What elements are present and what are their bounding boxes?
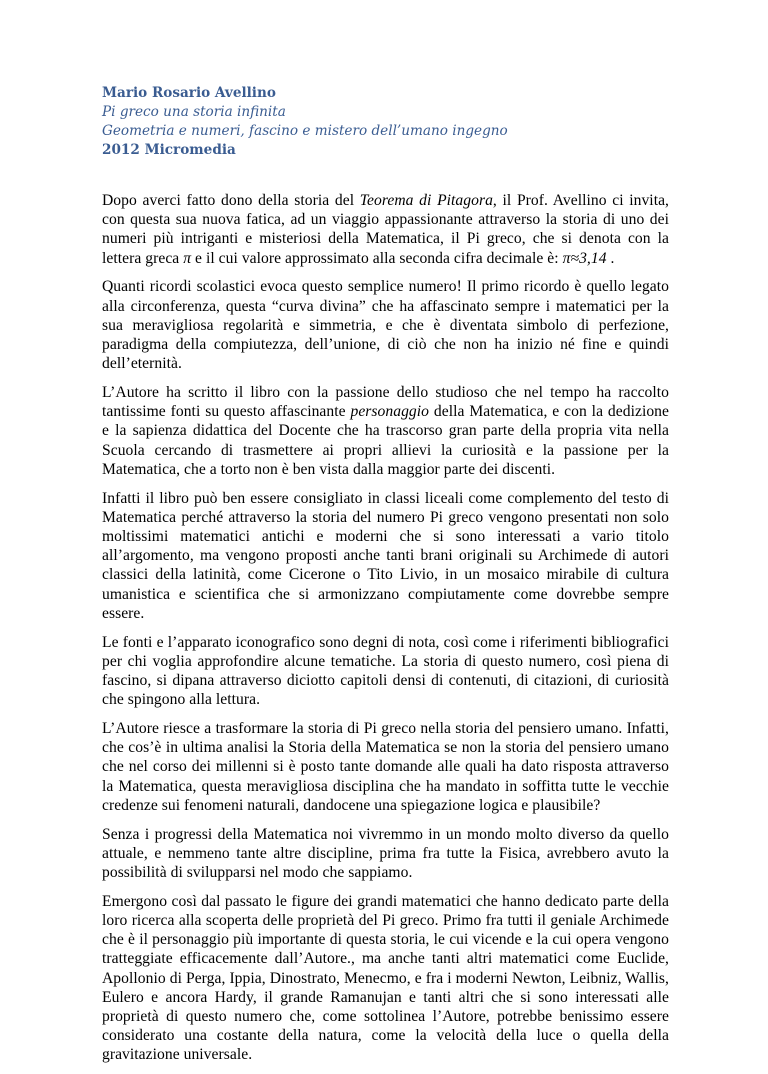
paragraph-2: Quanti ricordi scolastici evoca questo semplice numero! Il primo ricordo è quello legato alla circonferenza, questa “curva divina” che ha affascinato sempre i matematici per la sua meravigliosa regolarità e simmetria, e che è diventata simbolo di perfezione, paradigma della compiutezza, dell’unione, di ciò che non ha inizio né fine e quindi dell’eternità. <box>102 278 669 373</box>
paragraph-1 <box>102 191 669 268</box>
text-span: , il Prof. Avellino ci invita, con questa sua nuova fatica, ad un viaggio appassionante attraverso la storia di uno dei numeri più intriganti e misteriosi della Matematica, il Pi greco, che si denota con la lettera greca <box>102 192 669 267</box>
text-span: della Matematica, e con la dedizione e la sapienza didattica del Docente che ha trascorso gran parte della propria vita nella Scuola cercando di trasmettere ai propri allievi la curiosità e la passione per la Matematica, che a torto non è ben vista dalla maggior parte dei discenti. <box>102 403 669 478</box>
pi-symbol: π <box>183 249 192 267</box>
italic-word: personaggio <box>350 403 430 421</box>
publisher-line: 2012 Micromedia <box>102 142 236 158</box>
paragraph-7: Senza i progressi della Matematica noi vivremmo in un mondo molto diverso da quello attuale, e nemmeno tante altre discipline, prima fra tutte la Fisica, avrebbero avuto la possibilità di svilupparsi nel modo che sappiamo. <box>102 825 669 882</box>
text-span: Dopo averci fatto dono della storia del <box>102 192 360 209</box>
paragraph-8: Emergono così dal passato le figure dei grandi matematici che hanno dedicato parte della loro ricerca alla scoperta delle proprietà del Pi greco. Primo fra tutti il geniale Archimede che è il personaggio più importante di questa storia, le cui vicende e la cui opera vengono tratteggiate efficacemente dall’Autore., ma anche tanti altri matematici come Euclide, Apollonio di Perga, Ippia, Dinostrato, Menecmo, e fra i moderni Newton, Leibniz, Wallis, Eulero e ancora Hardy, il grande Ramanujan e tanti altri che si sono interessati alle proprietà di questo numero che, come sottolinea l’Autore, potrebbe benissimo essere considerato una costante della natura, come la velocità della luce o quella della gravitazione universale. <box>102 892 669 1064</box>
paragraph-5: Le fonti e l’apparato iconografico sono degni di nota, così come i riferimenti bibliografici per chi voglia approfondire alcune tematiche. La storia di questo numero, così piena di fascino, si dipana attraverso diciotto capitoli densi di contenuti, di citazioni, di curiosità che spingono alla lettura. <box>102 633 669 709</box>
text-span: L’Autore ha scritto il libro con la passione dello studioso che nel tempo ha raccolto tantissime fonti su questo affascinante <box>102 384 669 421</box>
paragraph-4: Infatti il libro può ben essere consigliato in classi liceali come complemento del testo di Matematica perché attraverso la storia del numero Pi greco vengono presentati non solo moltissimi matematici antichi e moderni che si sono interessati a vario titolo all’argomento, ma vengono proposti anche tanti brani originali su Archimede di autori classici della latinità, come Cicerone o Tito Livio, in un mosaico mirabile di cultura umanistica e scientifica che si armonizzano compiutamente come dovrebbe sempre essere. <box>102 489 669 622</box>
pi-value: π≈3,14 <box>562 249 607 267</box>
text-span: e il cui valore approssimato alla seconda cifra decimale è: <box>191 249 563 267</box>
author-name: Mario Rosario Avellino <box>102 85 276 101</box>
book-title: Pi greco una storia infinita <box>102 104 286 120</box>
paragraph-6: L’Autore riesce a trasformare la storia di Pi greco nella storia del pensiero umano. Infatti, che cos’è in ultima analisi la Storia della Matematica se non la storia del pensiero umano che nel corso dei millenni si è posto tante domande alle quali ha dato risposta attraverso la Matematica, questa meravigliosa disciplina che ha mandato in soffitta tutte le vecchie credenze sui fenomeni naturali, dandocene una spiegazione logica e plausibile? <box>102 720 669 814</box>
text-span: . <box>606 249 615 267</box>
book-header <box>102 84 669 160</box>
paragraph-3 <box>102 383 669 479</box>
italic-title: Teorema di Pitagora <box>359 192 493 209</box>
document-page <box>102 84 669 1074</box>
book-subtitle: Geometria e numeri, fascino e mistero dell’umano ingegno <box>102 123 508 139</box>
